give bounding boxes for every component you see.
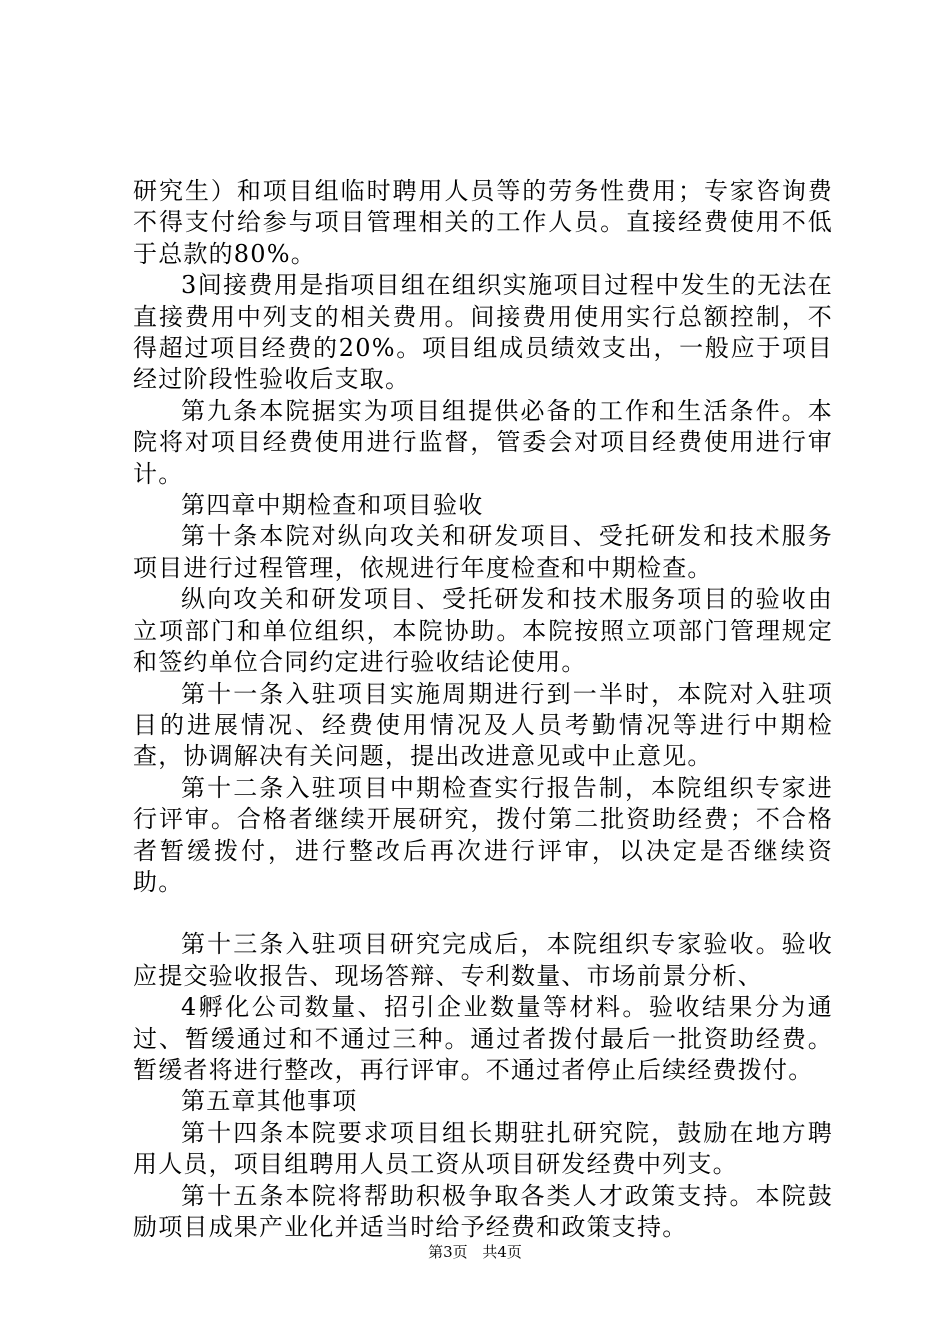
chapter-5-heading: 第五章其他事项 bbox=[181, 1087, 358, 1116]
paragraph-article-11: 第十一条入驻项目实施周期进行到一半时，本院对入驻项目的进展情况、经费使用情况及人员考勤情况等进行中期检查，协调解决有关问题，提出改进意见或中止意见。 bbox=[133, 679, 833, 771]
document-body bbox=[133, 176, 833, 1243]
page-footer bbox=[0, 1242, 950, 1262]
paragraph-acceptance-results: 4孵化公司数量、招引企业数量等材料。验收结果分为通过、暂缓通过和不通过三种。通过者拨付最后一批资助经费。暂缓者将进行整改，再行评审。不通过者停止后续经费拨付。 bbox=[133, 993, 833, 1084]
paragraph-article-15: 第十五条本院将帮助积极争取各类人才政策支持。本院鼓励项目成果产业化并适当时给予经费和政策支持。 bbox=[133, 1181, 833, 1241]
paragraph-article-10: 第十条本院对纵向攻关和研发项目、受托研发和技术服务项目进行过程管理，依规进行年度检查和中期检查。 bbox=[133, 522, 833, 582]
paragraph-indirect-costs: 3间接费用是指项目组在组织实施项目过程中发生的无法在直接费用中列支的相关费用。间接费用使用实行总额控制，不得超过项目经费的20%。项目组成员绩效支出，一般应于项目经过阶段性验收后支取。 bbox=[133, 271, 833, 394]
paragraph-article-12: 第十二条入驻项目中期检查实行报告制，本院组织专家进行评审。合格者继续开展研究，拨付第二批资助经费；不合格者暂缓拨付，进行整改后再次进行评审，以决定是否继续资助。 bbox=[133, 773, 833, 896]
page-total: 共4页 bbox=[482, 1243, 522, 1261]
chapter-4-heading: 第四章中期检查和项目验收 bbox=[181, 491, 484, 520]
paragraph-acceptance: 纵向攻关和研发项目、受托研发和技术服务项目的验收由立项部门和单位组织，本院协助。本院按照立项部门管理规定和签约单位合同约定进行验收结论使用。 bbox=[133, 585, 833, 677]
paragraph-continuation: 研究生）和项目组临时聘用人员等的劳务性费用；专家咨询费不得支付给参与项目管理相关的工作人员。直接经费使用不低于总款的80%。 bbox=[133, 177, 833, 268]
paragraph-article-13: 第十三条入驻项目研究完成后，本院组织专家验收。验收应提交验收报告、现场答辩、专利数量、市场前景分析、 bbox=[133, 930, 833, 990]
paragraph-article-14: 第十四条本院要求项目组长期驻扎研究院，鼓励在地方聘用人员，项目组聘用人员工资从项目研发经费中列支。 bbox=[133, 1118, 833, 1179]
paragraph-article-9: 第九条本院据实为项目组提供必备的工作和生活条件。本院将对项目经费使用进行监督，管委会对项目经费使用进行审计。 bbox=[133, 396, 833, 488]
page-number: 第3页 bbox=[428, 1243, 468, 1261]
